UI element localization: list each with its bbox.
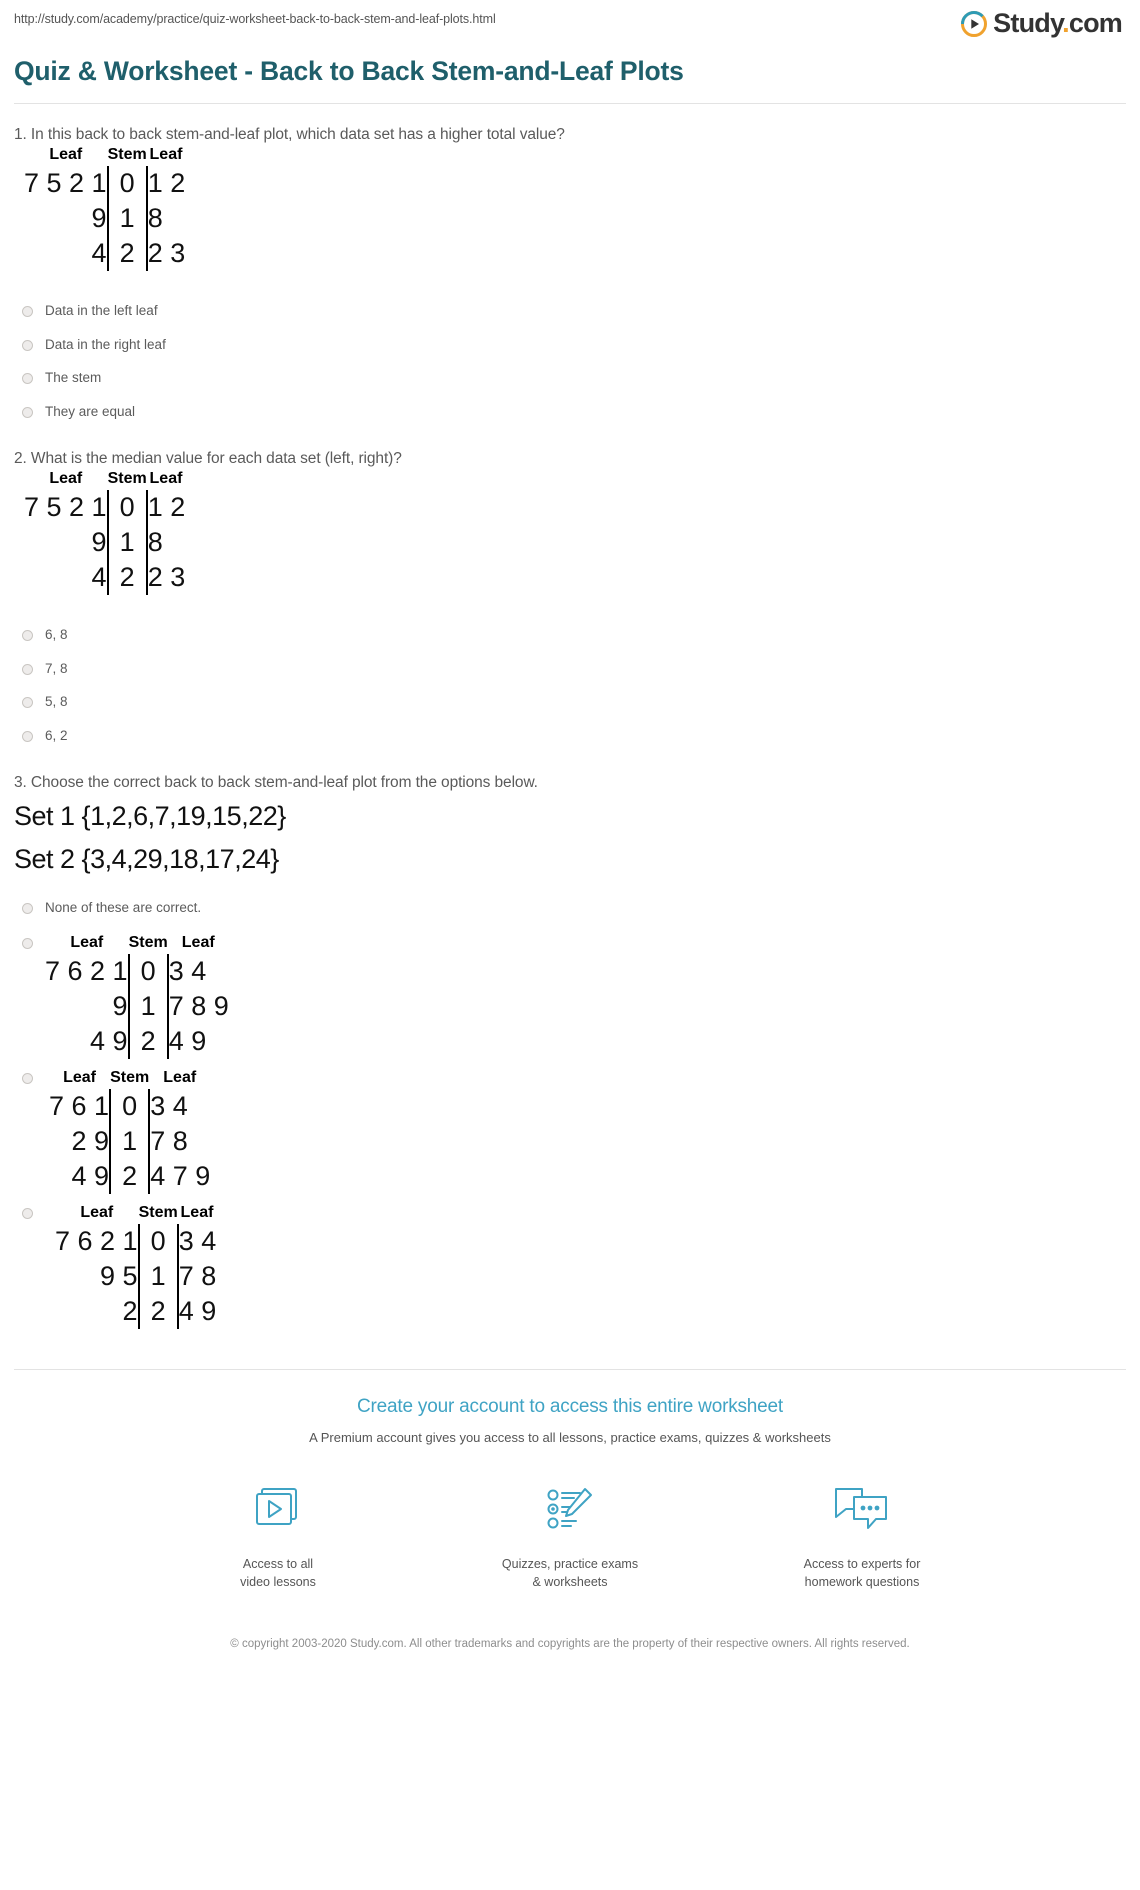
question-2: [0, 450, 1140, 752]
radio-button-icon[interactable]: [22, 938, 33, 949]
promo-subtitle: A Premium account gives you access to all lessons, practice exams, quizzes & worksheets: [309, 1430, 831, 1446]
question-2-options: [14, 618, 1126, 752]
plot-header-left-leaf: Leaf: [49, 146, 83, 163]
radio-button-icon[interactable]: [22, 340, 33, 351]
option-row[interactable]: [14, 361, 1126, 395]
plot-row: [24, 201, 185, 236]
option-row[interactable]: [14, 652, 1126, 686]
plot-left-leaves: 9: [91, 527, 107, 558]
plot-stem-value: 0: [110, 1089, 149, 1124]
plot-header-left-leaf: Leaf: [80, 1204, 114, 1222]
plot-row: [24, 525, 185, 560]
plot-stem-value: 1: [108, 525, 147, 560]
quiz-pencil-icon: [480, 1481, 660, 1541]
plot-stem-value: 2: [110, 1159, 149, 1194]
chat-bubbles-icon: [772, 1481, 952, 1541]
plot-right-leaves: 1 2: [147, 168, 186, 198]
question-3-set-1: Set 1 {1,2,6,7,19,15,22}: [14, 801, 286, 832]
plot-left-leaves: 4 9: [71, 1161, 110, 1192]
question-1-options: [14, 294, 1126, 428]
radio-button-icon[interactable]: [22, 1208, 33, 1219]
benefit-label: [188, 1555, 368, 1591]
plot-row: [49, 1089, 210, 1124]
video-lessons-icon: [188, 1481, 368, 1541]
logo-text-com: com: [1068, 8, 1122, 38]
plot-header-right-leaf: Leaf: [163, 1069, 197, 1087]
question-2-stem-leaf-plot: [24, 470, 185, 595]
benefit-item: [480, 1481, 660, 1591]
question-1-stem-leaf-plot: [24, 146, 185, 271]
plot-right-leaves: 7 8: [178, 1261, 217, 1292]
plot-left-leaves: 7 6 1: [49, 1091, 110, 1122]
benefit-label-line1: Quizzes, practice exams: [501, 1557, 639, 1572]
question-1-text: 1. In this back to back stem-and-leaf plot, which data set has a higher total value?: [14, 126, 565, 143]
plot-header-stem: Stem: [138, 1204, 178, 1222]
plot-header-stem: Stem: [107, 470, 147, 488]
plot-left-leaves: 9: [112, 991, 128, 1022]
plot-right-leaves: 3 4: [150, 1091, 188, 1122]
plot-stem-value: 1: [110, 1124, 149, 1159]
plot-header-right-leaf: Leaf: [149, 470, 183, 488]
plot-header-right-leaf: Leaf: [149, 146, 183, 163]
plot-stem-value: 2: [129, 1024, 168, 1059]
question-2-text: 2. What is the median value for each data set (left, right)?: [14, 450, 402, 468]
plot-right-leaves: 3 4: [168, 956, 207, 987]
benefit-item: [772, 1481, 952, 1591]
plot-right-leaves: 1 2: [147, 492, 186, 523]
option-row[interactable]: [14, 618, 1126, 652]
benefit-label-line2: video lessons: [240, 1575, 316, 1590]
benefit-item: [188, 1481, 368, 1591]
plot-right-leaves: 4 7 9: [150, 1161, 211, 1192]
option-row[interactable]: [14, 719, 1126, 753]
plot-stem-value: 2: [108, 560, 147, 595]
question-3-text: 3. Choose the correct back to back stem-and-leaf plot from the options below.: [14, 774, 538, 792]
plot-right-leaves: 2 3: [147, 238, 186, 268]
plot-left-leaves: 2 9: [71, 1126, 110, 1157]
option-label: 5, 8: [45, 694, 68, 710]
option-label: 7, 8: [45, 660, 68, 676]
radio-button-icon[interactable]: [22, 306, 33, 317]
plot-right-leaves: 7 8: [150, 1126, 188, 1157]
option-row[interactable]: [14, 891, 1126, 925]
plot-row: [45, 954, 229, 989]
plot-left-leaves: 7 6 2 1: [45, 956, 128, 987]
option-stem-leaf-plot: [55, 1204, 216, 1329]
plot-stem-value: 0: [108, 166, 147, 201]
plot-left-leaves: 7 5 2 1: [24, 492, 107, 523]
plot-row: [55, 1259, 216, 1294]
logo-wordmark: [993, 10, 1122, 37]
plot-stem-value: 2: [139, 1294, 178, 1329]
plot-right-leaves: 3 4: [178, 1226, 217, 1257]
plot-header-right-leaf: Leaf: [181, 934, 215, 952]
option-label: They are equal: [45, 403, 136, 419]
plot-row: [49, 1159, 210, 1194]
option-stem-leaf-plot: [49, 1069, 210, 1194]
benefit-label: [480, 1555, 660, 1591]
plot-row: [24, 236, 185, 271]
plot-stem-value: 0: [139, 1224, 178, 1259]
radio-button-icon[interactable]: [22, 630, 33, 641]
plot-left-leaves: 9: [91, 203, 107, 233]
plot-stem-value: 0: [129, 954, 168, 989]
radio-button-icon[interactable]: [22, 903, 33, 914]
study-com-logo[interactable]: [961, 10, 1126, 37]
premium-promo: [0, 1370, 1140, 1677]
option-label: Data in the left leaf: [45, 303, 158, 318]
plot-header-stem: Stem: [128, 934, 168, 952]
promo-title[interactable]: Create your account to access this entire worksheet: [357, 1396, 783, 1418]
radio-button-icon[interactable]: [22, 731, 33, 742]
radio-button-icon[interactable]: [22, 1073, 33, 1084]
question-1: [0, 126, 1140, 428]
plot-stem-value: 1: [139, 1259, 178, 1294]
copyright-text: © copyright 2003-2020 Study.com. All other trademarks and copyrights are the property of their respective owners. All rights reserved.: [230, 1637, 910, 1650]
plot-row: [55, 1224, 216, 1259]
plot-row: [24, 490, 185, 525]
plot-right-leaves: 7 8 9: [168, 991, 229, 1022]
radio-button-icon[interactable]: [22, 373, 33, 384]
plot-left-leaves: 2: [122, 1296, 138, 1327]
plot-right-leaves: 8: [147, 203, 163, 233]
logo-text-dot: .: [1062, 8, 1069, 38]
plot-left-leaves: 4 9: [90, 1026, 128, 1057]
plot-right-leaves: 8: [147, 527, 163, 558]
plot-right-leaves: 4 9: [178, 1296, 217, 1327]
plot-left-leaves: 9 5: [100, 1261, 138, 1292]
plot-stem-value: 0: [108, 490, 147, 525]
plot-header-left-leaf: Leaf: [63, 1069, 96, 1087]
plot-header-stem: Stem: [107, 146, 147, 163]
page-header: [0, 0, 1140, 48]
radio-button-icon[interactable]: [22, 697, 33, 708]
page-url: http://study.com/academy/practice/quiz-worksheet-back-to-back-stem-and-leaf-plots.html: [14, 12, 496, 26]
option-row[interactable]: [14, 294, 1126, 328]
option-label: 6, 2: [45, 727, 68, 743]
play-circle-icon: [961, 11, 987, 37]
option-row[interactable]: [14, 395, 1126, 429]
radio-button-icon[interactable]: [22, 407, 33, 418]
plot-left-leaves: 4: [91, 238, 107, 268]
option-label: Data in the right leaf: [45, 336, 166, 352]
question-3-set-2: Set 2 {3,4,29,18,17,24}: [14, 843, 279, 874]
benefit-label-line1: Access to experts for: [803, 1557, 921, 1572]
benefit-label-line1: Access to all: [242, 1557, 314, 1572]
plot-header-stem: Stem: [110, 1069, 150, 1087]
option-row[interactable]: [14, 930, 1126, 1059]
option-row[interactable]: [14, 1200, 1126, 1329]
plot-left-leaves: 4: [91, 562, 107, 593]
plot-stem-value: 1: [129, 989, 168, 1024]
option-row[interactable]: [14, 1065, 1126, 1194]
page-title: Quiz & Worksheet - Back to Back Stem-and-Leaf Plots: [14, 56, 684, 86]
question-3: [0, 774, 1140, 1329]
plot-stem-value: 1: [108, 201, 147, 236]
plot-left-leaves: 7 6 2 1: [55, 1226, 138, 1257]
plot-stem-value: 2: [108, 236, 147, 271]
benefit-label: [772, 1555, 952, 1591]
plot-header-left-leaf: Leaf: [49, 470, 83, 488]
plot-row: [45, 1024, 229, 1059]
plot-right-leaves: 4 9: [168, 1026, 207, 1057]
plot-header-left-leaf: Leaf: [70, 934, 104, 952]
option-label: The stem: [45, 370, 102, 386]
question-3-options: [14, 891, 1126, 1330]
plot-header-right-leaf: Leaf: [180, 1204, 214, 1222]
plot-right-leaves: 2 3: [147, 562, 186, 593]
plot-row: [24, 560, 185, 595]
plot-row: [55, 1294, 216, 1329]
option-label: None of these are correct.: [45, 899, 202, 915]
plot-left-leaves: 7 5 2 1: [24, 168, 107, 198]
option-label: 6, 8: [45, 627, 68, 643]
plot-row: [49, 1124, 210, 1159]
radio-button-icon[interactable]: [22, 664, 33, 675]
option-row[interactable]: [14, 328, 1126, 362]
benefit-label-line2: homework questions: [804, 1575, 920, 1590]
option-row[interactable]: [14, 685, 1126, 719]
plot-row: [45, 989, 229, 1024]
option-stem-leaf-plot: [45, 934, 229, 1059]
title-divider: [14, 103, 1126, 104]
logo-text-study: Study: [993, 8, 1063, 38]
benefit-label-line2: & worksheets: [532, 1575, 608, 1590]
plot-row: [24, 166, 185, 201]
benefits-list: [20, 1481, 1120, 1591]
